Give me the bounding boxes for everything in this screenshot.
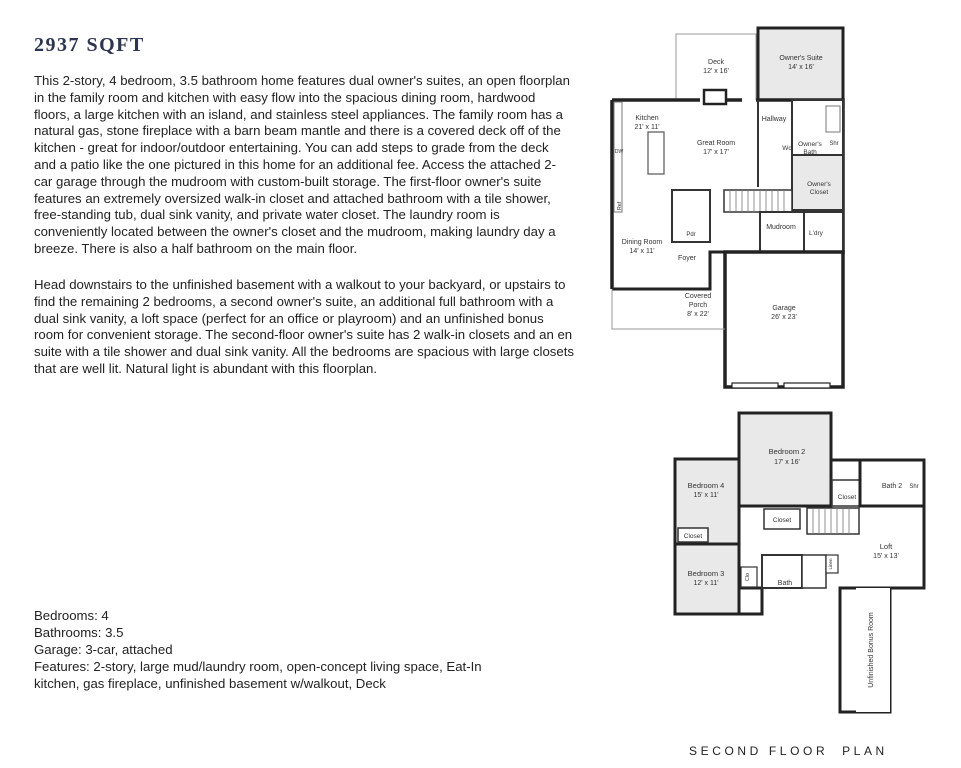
loft-dims: 15' x 13' xyxy=(873,553,899,560)
owners-closet-label-2: Closet xyxy=(809,189,829,196)
description-paragraph-1: This 2-story, 4 bedroom, 3.5 bathroom home features dual owner's suites, an open floorplan in the family room and kitchen with easy flow into the spacious dining room, hardwood floors, a large kitchen with an island, and stainless steel appliances. The family room has a natural gas, stone fireplace with a barn beam mantle and there is a covered deck off of the kitchen - great for indoor/outdoor entertaining. You can add steps to grade from the deck and a patio like the one pictured in this home for an additional fee. Access the attached 2-car garage through the mudroom with custom-built storage. The first-floor owner's suite features an extremely oversized walk-in closet and attached bathroom with a tile shower, free-standing tub, dual sink vanity, and private water closet. The laundry room is conveniently located between the owner's closet and the mudroom, making laundry day a breeze. There is also a half bathroom on the main floor. xyxy=(34,73,570,256)
covered-porch-label-1: Covered xyxy=(684,293,712,300)
garage-door-right xyxy=(784,383,830,388)
mudroom-room xyxy=(760,212,804,252)
fact-garage: Garage: 3-car, attached xyxy=(34,642,173,657)
bedroom-3-room xyxy=(675,544,739,614)
stairs xyxy=(807,508,859,534)
hallway-label: Hallway xyxy=(761,116,787,123)
laundry-label: L'dry xyxy=(809,230,823,237)
owners-closet-label-1: Owner's xyxy=(807,181,831,188)
kitchen-label: Kitchen xyxy=(635,115,659,122)
bath-2-label: Bath 2 xyxy=(881,483,903,490)
owners-bath-label-1: Owner's xyxy=(798,141,822,148)
dining-room-dims: 14' x 11' xyxy=(629,248,655,255)
second-floor-plan-caption: SECOND FLOOR PLAN xyxy=(689,744,888,758)
foyer-label: Foyer xyxy=(678,255,696,262)
dishwasher-label: DW xyxy=(614,149,624,155)
linen-label: Linen xyxy=(828,558,833,570)
bedroom-2-label: Bedroom 2 xyxy=(768,447,806,456)
bedroom-2-dims: 17' x 16' xyxy=(774,459,800,466)
owners-suite-dims: 14' x 16' xyxy=(788,64,814,71)
loft-label: Loft xyxy=(879,542,893,551)
bedroom-4-label: Bedroom 4 xyxy=(687,481,725,490)
great-room-dims: 17' x 17' xyxy=(703,149,729,156)
fact-features: Features: 2-story, large mud/laundry room, open-concept living space, Eat-In kitchen, gas fireplace, unfinished basement w/walkout, Deck xyxy=(34,659,482,691)
hall-closet-label: Clo xyxy=(745,572,751,582)
description-paragraph-2: Head downstairs to the unfinished basement with a walkout to your backyard, or upstairs to find the remaining 2 bedrooms, a second owner's suite, an additional full bathroom with a dual sink vanity, a loft space (perfect for an office or playroom) and an unfinished bonus room for convenient storage. The second-floor owner's suite has 2 walk-in closets and an en suite with a tile shower and dual sink vanity. All the bedrooms are spacious with large closets that are well lit. Natural light is abundant with this floorplan. xyxy=(34,277,574,376)
owners-bath-label-2: Bath xyxy=(803,149,817,156)
bedroom-4-dims: 15' x 11' xyxy=(693,492,719,499)
bath-2-shower-label: Shr xyxy=(909,484,919,490)
deck-label: Deck xyxy=(708,59,724,66)
powder-room-label: Pdr xyxy=(686,232,696,238)
shower-label: Shr xyxy=(829,141,839,147)
bedroom-4-closet-label: Closet xyxy=(683,533,703,540)
loft-closet-label: Closet xyxy=(772,517,792,524)
bonus-room-label: Unfinished Bonus Room xyxy=(868,612,875,688)
fireplace xyxy=(704,90,726,104)
bedroom-3-dims: 12' x 11' xyxy=(693,580,719,587)
dining-room-label: Dining Room xyxy=(621,239,663,246)
covered-porch-label-2: Porch xyxy=(688,302,708,309)
stairs xyxy=(724,190,792,212)
fact-bathrooms: Bathrooms: 3.5 xyxy=(34,625,124,640)
wc-label: Wc xyxy=(782,145,792,152)
kitchen-island xyxy=(648,132,664,174)
second-floor-plan xyxy=(660,400,930,720)
first-floor-plan xyxy=(600,22,860,392)
bedroom-2-closet-label: Closet xyxy=(837,494,857,501)
great-room-label: Great Room xyxy=(696,140,736,147)
bathtub-icon xyxy=(802,555,826,588)
owners-suite-label: Owner's Suite xyxy=(779,55,823,62)
bathtub-icon xyxy=(826,106,840,132)
deck-dims: 12' x 16' xyxy=(703,68,729,75)
bath-label: Bath xyxy=(777,580,793,587)
fact-bedrooms: Bedrooms: 4 xyxy=(34,608,109,623)
south-wall xyxy=(612,252,725,289)
kitchen-dims: 21' x 11' xyxy=(634,124,660,131)
home-facts xyxy=(34,607,504,692)
garage-label: Garage xyxy=(772,305,796,312)
bedroom-2-closet xyxy=(832,480,860,506)
bedroom-3-label: Bedroom 3 xyxy=(687,569,725,578)
garage-door-left xyxy=(732,383,778,388)
kitchen-counter xyxy=(614,102,622,212)
refrigerator-label: Ref xyxy=(617,201,623,211)
covered-porch-dims: 8' x 22' xyxy=(687,311,709,318)
page-title: 2937 SQFT xyxy=(34,34,145,56)
mudroom-label: Mudroom xyxy=(766,224,796,231)
garage-dims: 26' x 23' xyxy=(771,314,797,321)
